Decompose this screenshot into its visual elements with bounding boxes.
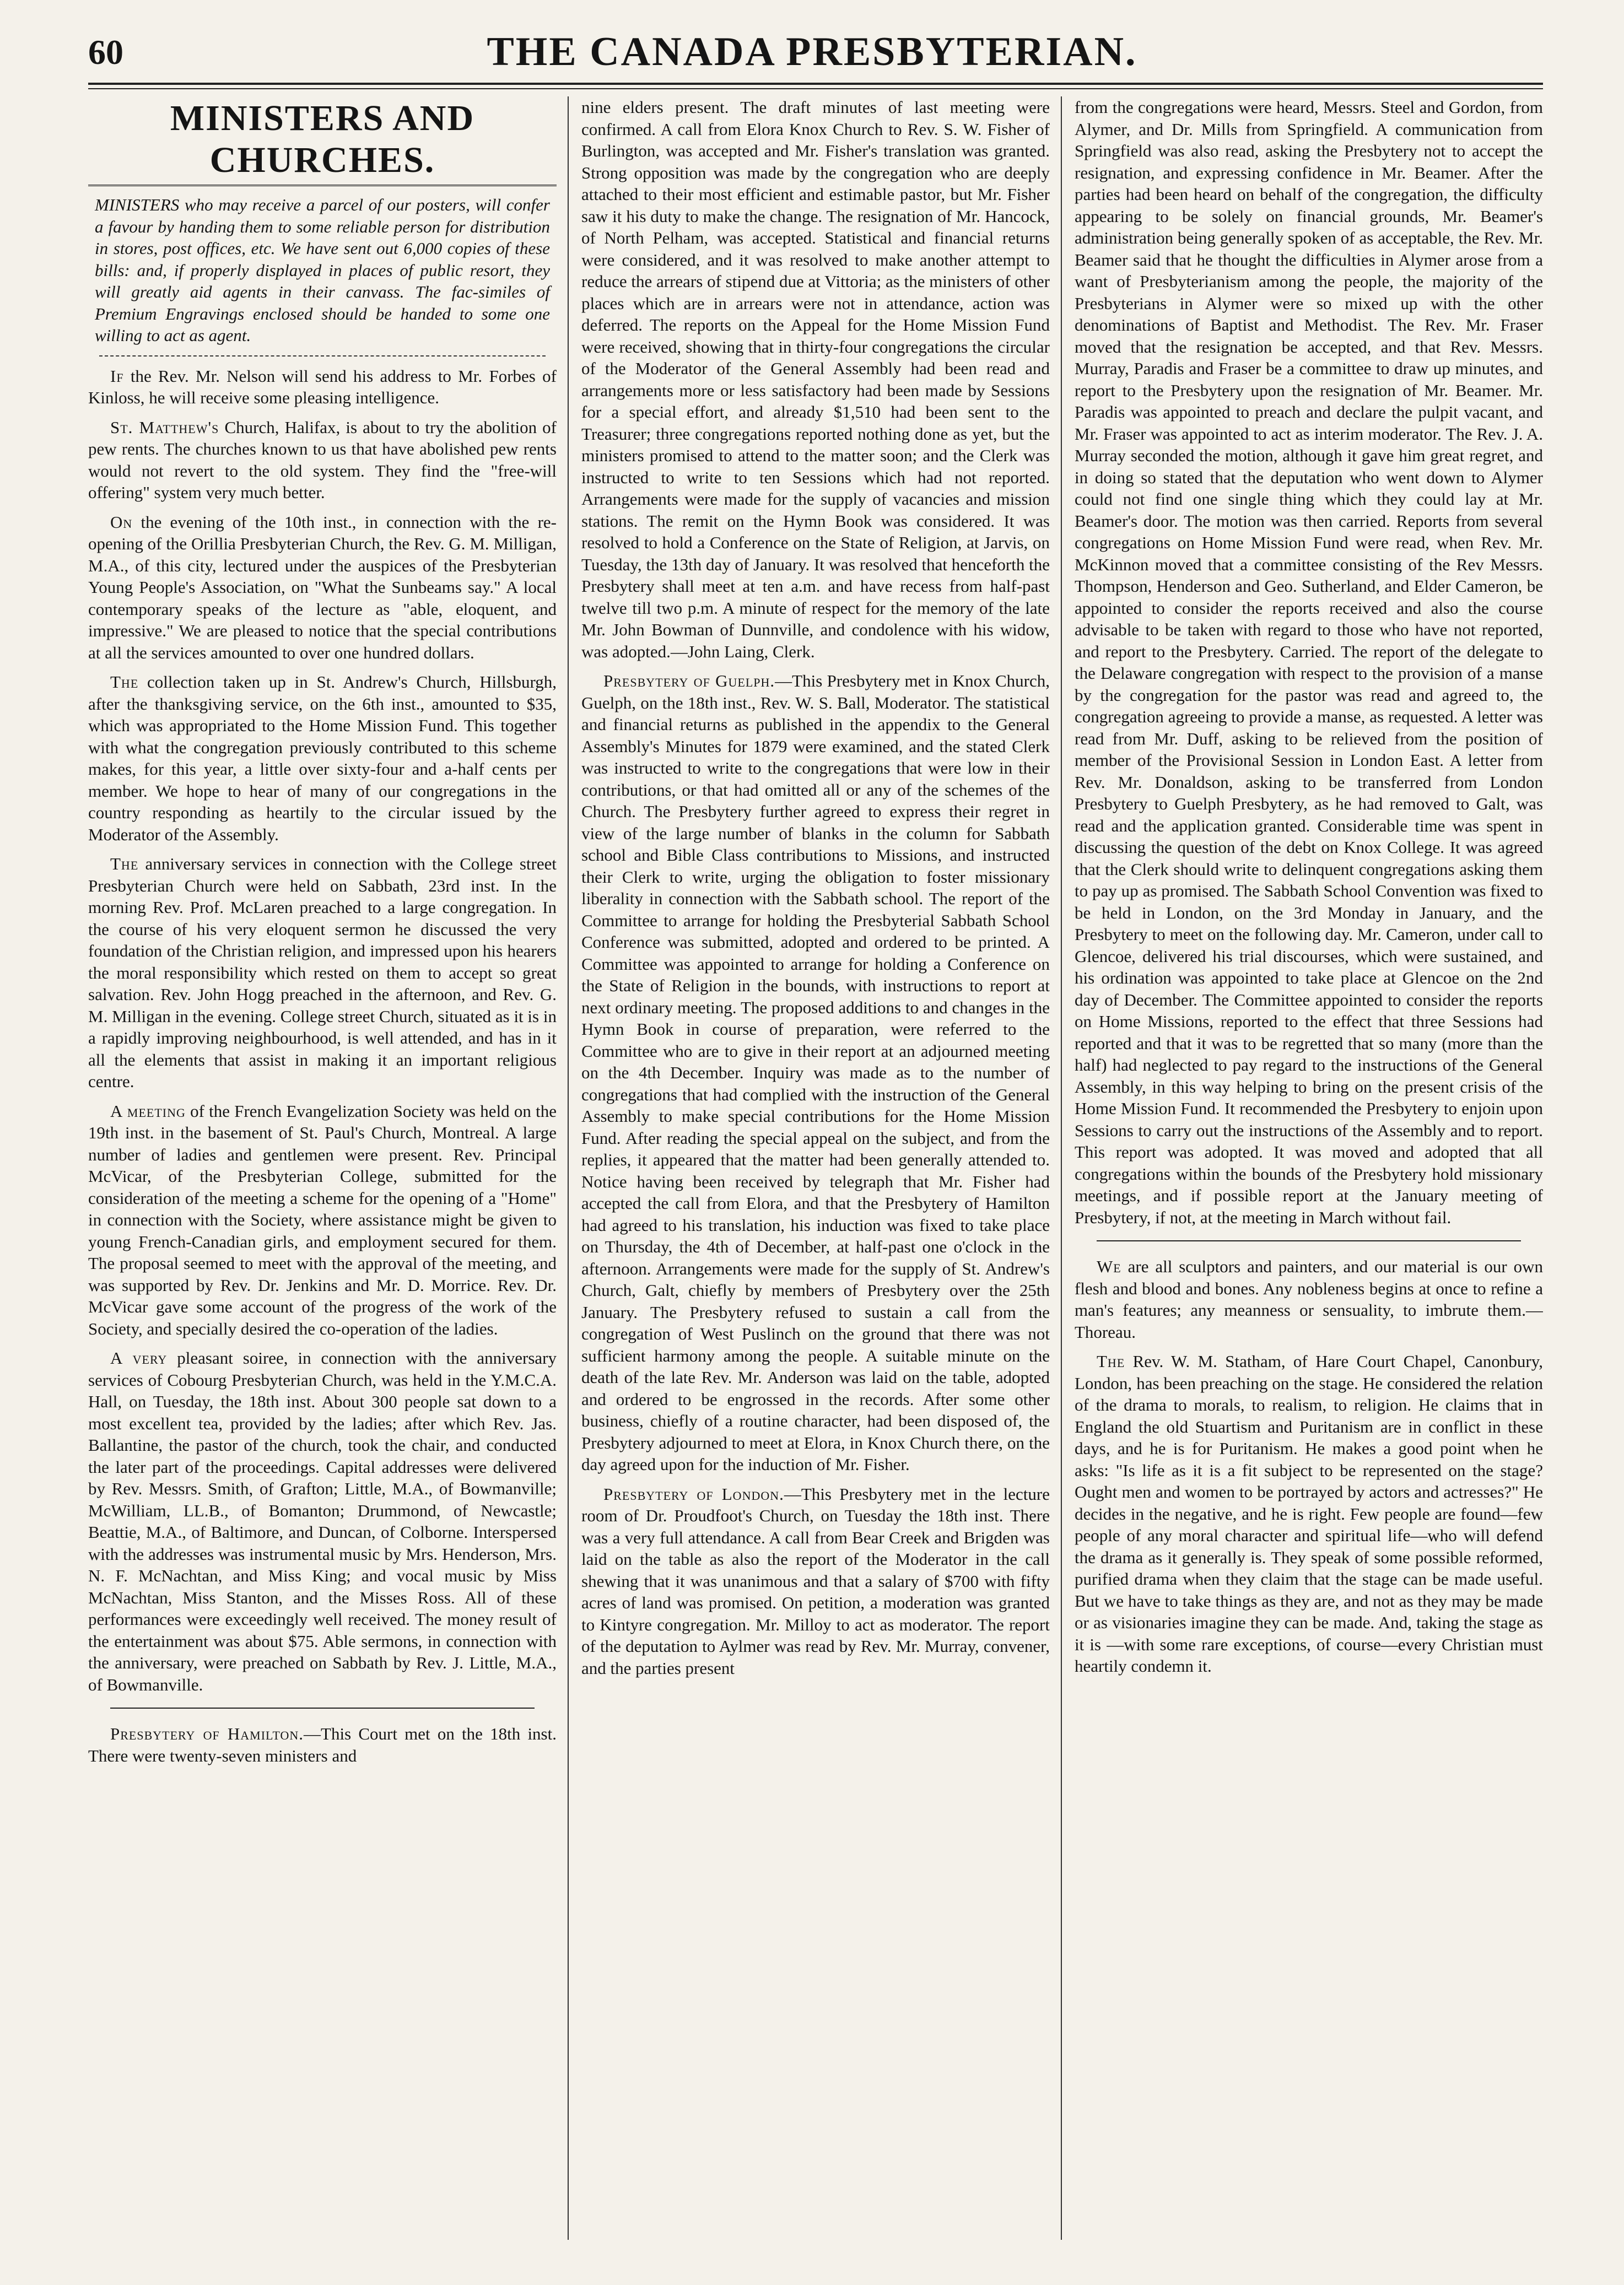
lead-in: Presbytery of Guelph. bbox=[603, 671, 775, 690]
lead-in: The bbox=[110, 854, 139, 873]
article-paragraph bbox=[88, 671, 557, 845]
article-paragraph bbox=[1075, 96, 1543, 1228]
article-paragraph bbox=[581, 96, 1050, 662]
paragraph-text: —This Presbytery met in the lecture room of Dr. Proudfoot's Church, on Tuesday the 18th inst. There was a very full attendance. A call from Bear Creek and Brigden was laid on the table as also the report of the Moderator in the call shewing that it was unanimous and that a salary of $700 with fifty acres of land was promised. On petition, a moderation was granted to Kintyre congregation. Mr. Milloy to act as moderator. The report of the deputation to Aylmer was read by Rev. Mr. Murray, convener, and the parties present bbox=[581, 1484, 1050, 1678]
lead-in: The bbox=[1097, 1352, 1125, 1371]
lead-in: We bbox=[1097, 1257, 1121, 1276]
section-title: MINISTERS AND CHURCHES. bbox=[88, 98, 557, 186]
paragraph-text: Rev. W. M. Statham, of Hare Court Chapel, Canonbury, London, has been preaching on the stage. He considered the relation of the drama to morals, to realism, to religion. He claims that in England the old Stuartism and Puritanism are in conflict in these days, and he is for Puritanism. He makes a good point when he asks: "Is life as it is a fit subject to be represented on the stage? Ought men and women to be portrayed by actors and actresses?" He decides in the negative, and he is right. Few people are found—few people of any moral character and spiritual life—who will defend the drama as it generally is. They speak of some possible reformed, purified drama when they claim that the stage can be made useful. But we have to take things as they are, and not as they may be made or as visionaries imagine they can be made. And, taking the stage as it is —with some rare exceptions, of course—every Christian must heartily condemn it. bbox=[1075, 1352, 1543, 1676]
article-paragraph bbox=[88, 1100, 557, 1340]
paragraph-text: —This Court met on the 18th inst. There were twenty-seven ministers and bbox=[88, 1724, 557, 1765]
column-2 bbox=[581, 96, 1050, 2267]
paragraph-text: the Rev. Mr. Nelson will send his address to Mr. Forbes of Kinloss, he will receive some pleasing intelligence. bbox=[88, 366, 557, 407]
notice-separator bbox=[99, 355, 546, 356]
header-rule bbox=[88, 83, 1543, 85]
lead-in: Presbytery of London. bbox=[603, 1484, 784, 1504]
article-paragraph bbox=[88, 365, 557, 409]
article-paragraph bbox=[88, 417, 557, 504]
lead-in: If bbox=[110, 366, 124, 386]
paragraph-text: are all sculptors and painters, and our material is our own flesh and blood and bones. Any nobleness begins at once to refine a man's features; any meanness or sensuality, to imbrute them.—Thoreau. bbox=[1075, 1257, 1543, 1342]
article-paragraph bbox=[581, 670, 1050, 1476]
paragraph-text: nine elders present. The draft minutes of last meeting were confirmed. A call from Elora Knox Church to Rev. S. W. Fisher of Burlington, was accepted and Mr. Fisher's translation was granted. Strong opposition was made by the congregation who are deeply attached to their most efficient and estimable pastor, but Mr. Fisher saw it his duty to make the change. The resignation of Mr. Hancock, of North Pelham, was accepted. Statistical and financial returns were considered, and it was resolved to make another attempt to reduce the arrears of stipend due at Vittoria; as the ministers of other places which are in arrears were not in attendance, action was deferred. The reports on the Appeal for the Home Mission Fund were received, showing that in thirty-four congregations the circular of the Moderator of the General Assembly had been read and arrangements more or less satisfactory had been made by Sessions for a special effort, and already $1,510 had been sent to the Treasurer; three congregations reported nothing done as yet, but the ministers promised to attend to the matter soon; and the Clerk was instructed to write to ten Sessions which had not reported. Arrangements were made for the supply of vacancies and mission stations. The remit on the Hymn Book was considered. It was resolved to hold a Conference on the State of Religion, at Jarvis, on Tuesday, the 13th day of January. It was resolved that henceforth the Presbytery shall meet at ten a.m. and have recess from half-past twelve till two p.m. A minute of respect for the memory of the late Mr. John Bowman of Dunnville, and condolence with his widow, was adopted.—John Laing, Clerk. bbox=[581, 98, 1050, 661]
notice-to-ministers: MINISTERS who may receive a parcel of our posters, will confer a favour by handing them to some reliable person for distribution in stores, post offices, etc. We have sent out 6,000 copies of these bills: and, if properly displayed in places of public resort, they will greatly aid agents in their canvass. The fac-similes of Premium Engravings enclosed should be handed to some one willing to act as agent. bbox=[95, 195, 550, 345]
header-rule-thin bbox=[88, 88, 1543, 89]
paragraph-text: pleasant soiree, in connection with the anniversary services of Cobourg Presbyterian Church, was held in the Y.M.C.A. Hall, on Tuesday, the 18th inst. About 300 people sat down to a most excellent tea, provided by the ladies; after which Rev. Jas. Ballantine, the pastor of the church, took the chair, and conducted the later part of the proceedings. Capital addresses were delivered by Rev. Messrs. Smith, of Grafton; Little, M.A., of Bowmanville; McWilliam, LL.B., of Bomanton; Drummond, of Newcastle; Beattie, M.A., of Baltimore, and Duncan, of Colborne. Interspersed with the addresses was instrumental music by Mrs. Henderson, Mrs. N. F. McNachtan, and Miss King; and vocal music by Miss McNachtan, Miss Stanton, and the Misses Ross. All of these performances were exceedingly well received. The money result of the entertainment was about $75. Able sermons, in connection with the anniversary, were preached on Sabbath by Rev. J. Little, M.A., of Bowmanville. bbox=[88, 1348, 557, 1694]
article-paragraph bbox=[88, 853, 557, 1093]
column-1 bbox=[88, 96, 557, 2267]
paragraph-text: anniversary services in connection with the College street Presbyterian Church were held on Sabbath, 23rd inst. In the morning Rev. Prof. McLaren preached to a large congregation. In the course of his very eloquent sermon he discussed the very foundation of the Christian religion, and impressed upon his hearers the moral responsibility which rested on them to accept so great salvation. Rev. John Hogg preached in the afternoon, and Rev. G. M. Milligan in the evening. College street Church, situated as it is in a rapidly improving neighbourhood, is well attended, and has in it all the elements that assist in making it an important religious centre. bbox=[88, 854, 557, 1091]
section-end-rule bbox=[1097, 1240, 1521, 1241]
page-number: 60 bbox=[88, 33, 123, 72]
section-end-rule bbox=[110, 1708, 535, 1709]
lead-in: On bbox=[110, 512, 133, 532]
article-paragraph bbox=[1075, 1351, 1543, 1677]
paragraph-text: —This Presbytery met in Knox Church, Guelph, on the 18th inst., Rev. W. S. Ball, Moderator. The statistical and financial returns as published in the appendix to the General Assembly's Minutes for 1879 were examined, and the stated Clerk was instructed to write to the congregations that were low in their contributions, or that had omitted all or any of the schemes of the Church. The Presbytery further agreed to express their regret in view of the large number of blanks in the column for Sabbath school and Bible Class contributions to Missions, and instructed their Clerk to write, urging the obligation to foster missionary liberality in connection with the Sabbath school. The report of the Committee to arrange for holding the Presbyterial Sabbath School Conference was submitted, adopted and ordered to be printed. A Committee was appointed to arrange for holding a Conference on the State of Religion in the bounds, with instructions to report at next ordinary meeting. The proposed additions to and changes in the Hymn Book in course of preparation, were referred to the Committee who are to give in their report at an adjourned meeting on the 4th December. Inquiry was made as to the number of congregations that had complied with the instruction of the General Assembly to make special contributions for the Home Mission Fund. After reading the special appeal on the subject, and from the replies, it appeared that the matter had been generally attended to. Notice having been received by telegraph that Mr. Fisher had accepted the call from Elora, and that the Presbytery of Hamilton had agreed to his translation, his induction was fixed to take place on Thursday, the 4th of December, at half-past one o'clock in the afternoon. Arrangements were made for the supply of St. Andrew's Church, Galt, chiefly by members of Presbytery over the 25th January. The Presbytery refused to sustain a call from the congregation of West Puslinch on the ground that there was not sufficient harmony among the people. A suitable minute on the death of the late Rev. Mr. Anderson was laid on the table, adopted and ordered to be engrossed in the records. After some other business, chiefly of a routine character, had been disposed of, the Presbytery adjourned to meet at Elora, in Knox Church there, on the day agreed upon for the induction of Mr. Fisher. bbox=[581, 671, 1050, 1474]
article-paragraph bbox=[1075, 1256, 1543, 1343]
paragraph-text: of the French Evangelization Society was held on the 19th inst. in the basement of St. Paul's Church, Montreal. A large number of ladies and gentlemen were present. Rev. Principal McVicar, of the Presbyterian College, submitted for the consideration of the meeting a scheme for the opening of a "Home" in connection with the Society, where assistance might be given to young French-Canadian girls, and employment secured for them. The proposal seemed to meet with the approval of the meeting, and was supported by Rev. Dr. Jenkins and Mr. D. Morrice. Rev. Dr. McVicar gave some account of the progress of the work of the Society, and specially desired the co-operation of the ladies. bbox=[88, 1101, 557, 1338]
article-paragraph bbox=[88, 511, 557, 664]
column-divider-1 bbox=[568, 96, 569, 2240]
article-paragraph bbox=[88, 1723, 557, 1767]
lead-in: St. Matthew's bbox=[110, 417, 219, 437]
lead-in: The bbox=[110, 672, 139, 692]
column-divider-2 bbox=[1061, 96, 1062, 2240]
lead-in: Presbytery of Hamilton. bbox=[110, 1724, 304, 1743]
paragraph-text: from the congregations were heard, Messrs. Steel and Gordon, from Alymer, and Dr. Mills from Springfield. A communication from Springfield was also read, asking the Presbytery not to accept the resignation, and expressing confidence in Mr. Beamer. After the parties had been heard on behalf of the congregation, the difficulty appearing to be solely on financial grounds, Mr. Beamer's administration being generally spoken of as acceptable, the Rev. Mr. Beamer said that he thought the difficulties in Alymer arose from a want of Presbyterianism among the people, the majority of the Presbyterians in Alymer were so mixed up with the other denominations of Baptist and Methodist. The Rev. Mr. Fraser moved that the resignation be accepted, and that Rev. Messrs. Murray, Paradis and Fraser be a committee to draw up minutes, and report to the Presbytery upon the resignation of Mr. Beamer. Mr. Paradis was appointed to preach and declare the pulpit vacant, and Mr. Fraser was appointed to act as interim moderator. The Rev. J. A. Murray seconded the motion, although it gave him great regret, and in doing so stated that the deputation who went down to Alymer could not find one single thing which they could lay at Mr. Beamer's door. The motion was then carried. Reports from several congregations on Home Mission Fund were read, when Rev. Mr. McKinnon moved that a committee consisting of the Rev Messrs. Thompson, Henderson and Geo. Sutherland, and Elder Cameron, be appointed to consider the reports received and also the course advisable to be taken with regard to those who have not reported, and report to the Presbytery. Carried. The report of the delegate to the Delaware congregation with respect to the provision of a manse by the congregation for the pastor was read and agreed to, the congregation agreeing to provide a manse, as requested. A letter was read from Mr. Duff, asking to be relieved from the position of member of the Provisional Session in London East. A letter from Rev. Mr. Donaldson, asking to be transferred from London Presbytery to Guelph Presbytery, as he had removed to Galt, was read and the application granted. Considerable time was spent in discussing the question of the debt on Knox College. It was agreed that the Clerk should write to delinquent congregations asking them to pay up as promised. The Sabbath School Convention was fixed to be held in London, on the 3rd Monday in January, and the Presbytery to meet on the following day. Mr. Cameron, under call to Glencoe, delivered his trial discourses, which were sustained, and his ordination was appointed to take place at Glencoe on the 2nd day of December. The Committee appointed to consider the reports on Home Missions, reported to the effect that three Sessions had reported and that it was to be regretted that so many (more than the half) had neglected to pay regard to the instructions of the General Assembly, in this way helping to bring on the present crisis of the Home Mission Fund. It recommended the Presbytery to enjoin upon Sessions to carry out the instructions of the Assembly and to report. This report was adopted. It was moved and adopted that all congregations within the bounds of the Presbytery hold missionary meetings, and if possible report at the January meeting of Presbytery, if not, at the meeting in March without fail. bbox=[1075, 98, 1543, 1227]
column-3 bbox=[1075, 96, 1543, 2267]
running-head: THE CANADA PRESBYTERIAN. bbox=[487, 29, 1137, 74]
article-paragraph bbox=[581, 1483, 1050, 1679]
paragraph-text: the evening of the 10th inst., in connection with the re-opening of the Orillia Presbyterian Church, the Rev. G. M. Milligan, M.A., of this city, lectured under the auspices of the Presbyterian Young People's Association, on "What the Sunbeams say." A local contemporary speaks of the lecture as "able, eloquent, and impressive." We are pleased to notice that the special contributions at all the services amounted to over one hundred dollars. bbox=[88, 512, 557, 662]
article-paragraph bbox=[88, 1347, 557, 1695]
paragraph-text: collection taken up in St. Andrew's Church, Hillsburgh, after the thanksgiving service, on the 6th inst., amounted to $35, which was appropriated to the Home Mission Fund. This together with what the congregation previously contributed to this scheme makes, for this year, a little over sixty-four and a-half cents per member. We hope to hear of many of our congregations in the country responding as heartily to the circular issued by the Moderator of the Assembly. bbox=[88, 672, 557, 844]
paragraph-text: Church, Halifax, is about to try the abolition of pew rents. The churches known to us that have abolished pew rents would not revert to the old system. They find the "free-will offering" system very much better. bbox=[88, 417, 557, 502]
lead-in: A meeting bbox=[110, 1101, 186, 1121]
lead-in: A very bbox=[110, 1348, 168, 1368]
